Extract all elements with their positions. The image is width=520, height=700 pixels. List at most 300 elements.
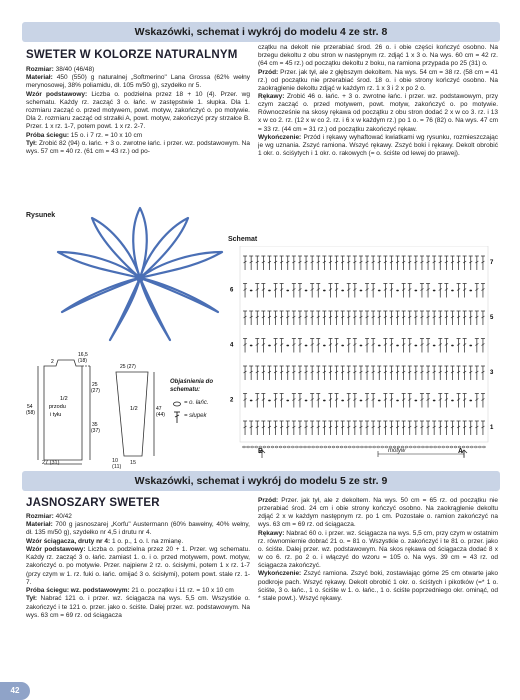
chain-dot	[305, 290, 308, 292]
stitch-symbol	[255, 339, 259, 353]
top-banner: Wskazówki, schemat i wykrój do modelu 4 ze str. 8	[22, 22, 500, 42]
stitch-symbol	[353, 339, 357, 353]
stitch-symbol	[383, 311, 387, 325]
foundation-chain	[247, 446, 250, 448]
stitch-symbol	[420, 366, 424, 380]
foundation-chain	[438, 446, 441, 448]
stitch-symbol	[274, 394, 278, 408]
stitch-symbol	[255, 421, 259, 435]
stitch-symbol	[310, 311, 314, 325]
stitch-symbol	[316, 394, 320, 408]
stitch-symbol	[475, 284, 479, 298]
arrow-b-label: B	[258, 448, 264, 455]
stitch-symbol	[292, 256, 296, 270]
chain-dot	[250, 290, 253, 292]
stitch-symbol	[438, 421, 442, 435]
stitch-symbol	[316, 366, 320, 380]
stitch-symbol	[341, 421, 345, 435]
foundation-chain	[360, 446, 363, 448]
stitch-symbol	[377, 421, 381, 435]
stitch-symbol	[371, 366, 375, 380]
stitch-symbol	[383, 256, 387, 270]
stitch-symbol	[475, 421, 479, 435]
stitch-symbol	[450, 366, 454, 380]
chain-dot	[378, 290, 381, 292]
stitch-symbol	[286, 421, 290, 435]
chain-dot	[414, 345, 417, 347]
chain-dot	[286, 290, 289, 292]
stitch-symbol	[261, 394, 265, 408]
stitch-symbol	[481, 366, 485, 380]
foundation-chain	[466, 446, 469, 448]
stitch-symbol	[335, 421, 339, 435]
stitch-symbol	[426, 394, 430, 408]
crochet-chart	[228, 246, 500, 464]
stitch-symbol	[432, 421, 436, 435]
double-crochet-icon	[172, 410, 182, 424]
stitch-symbol	[463, 366, 467, 380]
foundation-chain	[263, 446, 266, 448]
stitch-symbol	[383, 421, 387, 435]
stitch-symbol	[335, 366, 339, 380]
body-bottom-label: 27 (31)	[42, 460, 60, 466]
row-number: 1	[490, 425, 494, 431]
stitch-symbol	[316, 339, 320, 353]
foundation-chain	[275, 446, 278, 448]
stitch-symbol	[420, 311, 424, 325]
stitch-symbol	[402, 421, 406, 435]
stitch-symbol	[402, 339, 406, 353]
stitch-symbol	[347, 394, 351, 408]
row-number: 5	[490, 315, 494, 321]
stitch-symbol	[353, 311, 357, 325]
stitch-symbol	[274, 311, 278, 325]
chain-dot	[250, 345, 253, 347]
stitch-symbol	[304, 256, 308, 270]
stitch-symbol	[353, 284, 357, 298]
stitch-symbol	[450, 311, 454, 325]
foundation-chain	[446, 446, 449, 448]
stitch-symbol	[316, 421, 320, 435]
stitch-symbol	[371, 311, 375, 325]
foundation-chain	[377, 446, 380, 448]
foundation-chain	[434, 446, 437, 448]
stitch-symbol	[481, 311, 485, 325]
foundation-chain	[348, 446, 351, 448]
foundation-chain	[430, 446, 433, 448]
stitch-symbol	[255, 394, 259, 408]
stitch-symbol	[414, 311, 418, 325]
stitch-symbol	[304, 311, 308, 325]
chain-dot	[323, 345, 326, 347]
stitch-symbol	[389, 256, 393, 270]
stitch-symbol	[255, 256, 259, 270]
stitch-symbol	[280, 284, 284, 298]
foundation-chain	[442, 446, 445, 448]
stitch-symbol	[261, 421, 265, 435]
stitch-symbol	[463, 284, 467, 298]
stitch-symbol	[365, 284, 369, 298]
stitch-symbol	[347, 311, 351, 325]
stitch-symbol	[322, 256, 326, 270]
stitch-symbol	[316, 284, 320, 298]
stitch-symbol	[255, 366, 259, 380]
chain-dot	[469, 400, 472, 402]
stitch-symbol	[408, 339, 412, 353]
svg-text:1/2: 1/2	[60, 396, 68, 402]
body-pattern-piece	[24, 350, 104, 468]
stitch-symbol	[347, 284, 351, 298]
stitch-symbol	[444, 394, 448, 408]
stitch-symbol	[457, 311, 461, 325]
stitch-symbol	[335, 394, 339, 408]
chain-dot	[286, 345, 289, 347]
foundation-chain	[308, 446, 311, 448]
stitch-symbol	[396, 256, 400, 270]
stitch-symbol	[243, 256, 247, 270]
model4-title: SWETER W KOLORZE NATURALNYM	[26, 49, 238, 61]
page-number: 42	[0, 682, 30, 700]
stitch-symbol	[298, 339, 302, 353]
foundation-chain	[450, 446, 453, 448]
stitch-symbol	[243, 284, 247, 298]
stitch-symbol	[298, 284, 302, 298]
stitch-symbol	[280, 339, 284, 353]
chain-stitch-icon	[172, 400, 182, 408]
stitch-symbol	[267, 256, 271, 270]
stitch-symbol	[249, 311, 253, 325]
foundation-chain	[454, 446, 457, 448]
stitch-symbol	[389, 366, 393, 380]
chain-dot	[268, 290, 271, 292]
stitch-symbol	[457, 284, 461, 298]
svg-text:47: 47	[156, 406, 162, 412]
stitch-symbol	[286, 366, 290, 380]
stitch-symbol	[408, 394, 412, 408]
row-number: 4	[230, 342, 234, 349]
stitch-symbol	[438, 366, 442, 380]
stitch-symbol	[261, 256, 265, 270]
rysunek-label: Rysunek	[26, 212, 56, 219]
stitch-symbol	[353, 421, 357, 435]
stitch-symbol	[274, 366, 278, 380]
stitch-symbol	[335, 256, 339, 270]
foundation-chain	[482, 446, 485, 448]
foundation-chain	[373, 446, 376, 448]
stitch-symbol	[420, 421, 424, 435]
chain-dot	[268, 400, 271, 402]
row-number: 3	[490, 370, 494, 376]
stitch-symbol	[469, 256, 473, 270]
stitch-symbol	[341, 366, 345, 380]
stitch-symbol	[389, 394, 393, 408]
stitch-symbol	[243, 311, 247, 325]
stitch-symbol	[469, 421, 473, 435]
stitch-symbol	[396, 311, 400, 325]
stitch-symbol	[328, 256, 332, 270]
chain-dot	[396, 345, 399, 347]
foundation-chain	[316, 446, 319, 448]
stitch-symbol	[267, 366, 271, 380]
chain-dot	[341, 345, 344, 347]
stitch-symbol	[335, 284, 339, 298]
stitch-symbol	[292, 339, 296, 353]
chain-dot	[414, 290, 417, 292]
foundation-chain	[267, 446, 270, 448]
stitch-symbol	[286, 311, 290, 325]
foundation-chain	[409, 446, 412, 448]
stitch-symbol	[389, 421, 393, 435]
stitch-symbol	[475, 311, 479, 325]
stitch-symbol	[426, 421, 430, 435]
stitch-symbol	[420, 256, 424, 270]
stitch-symbol	[396, 366, 400, 380]
foundation-chain	[328, 446, 331, 448]
sleeve-bottom-label: 15	[130, 460, 137, 466]
foundation-chain	[421, 446, 424, 448]
stitch-symbol	[438, 339, 442, 353]
stitch-symbol	[420, 284, 424, 298]
stitch-symbol	[280, 366, 284, 380]
stitch-symbol	[328, 421, 332, 435]
foundation-chain	[324, 446, 327, 448]
stitch-symbol	[267, 421, 271, 435]
svg-text:25 (27): 25 (27)	[120, 364, 136, 370]
stitch-symbol	[371, 394, 375, 408]
sleeve-bottom-side-label: 10	[112, 458, 119, 464]
legend-dc: = słupek	[184, 413, 207, 419]
stitch-symbol	[328, 339, 332, 353]
foundation-chain	[413, 446, 416, 448]
chain-dot	[451, 290, 454, 292]
chain-dot	[378, 400, 381, 402]
foundation-chain	[291, 446, 294, 448]
model4-instructions-right: czątku na dekolt nie przerabiać środ. 26 o. i obie części kończyć osobno. Na brzegu dekoltu z obu stron w następnym rz. zdjąć 1 x 3 o. Na wys. 60 cm = 42 rz. (64 cm = 45 rz.) od początku dekoltu z boku, na ramiona przypada po 25 (31) o. Przód: Przer. jak tył, ale z głębszym dekoltem. Na wys. 54 cm = 38 rz. (58 cm = 41 rz.) od początku nie przerabiać środ. 18 o. i obie strony kończyć osobno. Na zaokrąglenie dekoltu zdjąć w każdym rz. 1 x 3 i 2 x po 2 o. Rękawy: Zrobić 46 o. łańc. + 3 o. zwrotne łańc. i przer. wz. podstawowym, przy czym zacząć o. przed motywem, powt. motyw, zakończyć o. po motywie. Równocześnie na skosy rękawa od początku z obu stron dodać 2 x w co 3. rz. i 13 x w co 2. rz. (12 x w co 2. rz. i 6 x w każdym rz.) po 1 o. = 76 (82) o. Na wys. 47 cm = 33 rz. (44 cm = 31 rz.) od początku zakończyć rękaw. Wykończenie: Przód i rękawy wyhaftować kwiatkami wg rysunku, rozmieszczając je wg uznania. Zszyć ramiona. Wszyć rękawy. Zszyć boki i rękawy. Dekolt obrobić 1 okr. o. ściśytych i 1 okr. o. rakowych (= o. ściśte od lewej do prawej).	[258, 44, 498, 158]
stitch-symbol	[365, 311, 369, 325]
stitch-symbol	[347, 256, 351, 270]
chain-dot	[268, 345, 271, 347]
stitch-symbol	[316, 256, 320, 270]
stitch-symbol	[243, 394, 247, 408]
stitch-symbol	[322, 311, 326, 325]
stitch-symbol	[328, 311, 332, 325]
stitch-symbol	[298, 394, 302, 408]
svg-text:przodu: przodu	[49, 404, 66, 410]
stitch-symbol	[359, 311, 363, 325]
stitch-symbol	[347, 366, 351, 380]
stitch-symbol	[377, 366, 381, 380]
foundation-chain	[332, 446, 335, 448]
svg-text:(44): (44)	[156, 412, 165, 418]
magazine-page: Wskazówki, schemat i wykrój do modelu 4 ze str. 8 SWETER W KOLORZE NATURALNYM Rozmiar: 38/40 (46/48) Materiał: 450 (550) g naturalnej „Softmerino" Lana Grossa (62% wełny merynosowej, 38% poliamidu, dł. 105 m/50 g), szydełko nr 5. Wzór podstawowy: Liczba o. podzielna przez 18 + 10 (4). Przer. wg schematu. Każdy rz. zacząć 3 o. łańc. w zastępstwie 1. słupka. Dla 1. rozmiaru zacząć o. przed motywem, powt. motyw, zakończyć o. po motywie. Dla 2. rozmiaru zacząć od strzałki A, powt. motyw, zakończyć przy strzałce B. Przer. 1 x rz. 1-7, potem powt. 1 x rz. 2-7. Próba ściegu: 15 o. i 7 rz. = 10 x 10 cm Tył: Zrobić 82 (94) o. łańc. + 3 o. zwrotne łańc. i przer. wz. podstawowym. Na wys. 57 cm = 40 rz. (61 cm = 43 rz.) od po- czątku na dekolt nie przerabiać środ. 26 o. i obie części kończyć osobno. Na brzegu dekoltu z obu stron w następnym rz. zdjąć 1 x 3 o. Na wys. 60 cm = 42 rz. (64 cm = 45 rz.) od początku dekoltu z boku, na ramiona przypada po 25 (31) o. Przód: Przer. jak tył, ale z głębszym dekoltem. Na wys. 54 cm = 38 rz. (58 cm = 41 rz.) od początku nie przerabiać środ. 18 o. i obie strony kończyć osobno. Na zaokrąglenie dekoltu zdjąć w każdym rz. 1 x 3 i 2 x po 2 o. Rękawy: Zrobić 46 o. łańc. + 3 o. zwrotne łańc. i przer. wz. podstawowym, przy czym zacząć o. przed motywem, powt. motyw, zakończyć o. po motywie. Równocześnie na skosy rękawa od początku z obu stron dodać 2 x w co 3. rz. i 13 x w co 2. rz. (12 x w co 2. rz. i 6 x w każdym rz.) po 1 o. = 76 (82) o. Na wys. 47 cm = 33 rz. (44 cm = 31 rz.) od początku zakończyć rękaw. Wykończenie: Przód i rękawy wyhaftować kwiatkami wg rysunku, rozmieszczając je wg uznania. Zszyć ramiona. Wszyć rękawy. Zszyć boki i rękawy. Dekolt obrobić 1 okr. o. ściśytych i 1 okr. o. rakowych (= o. ściśte od lewej do prawej). Rysunek 16,5 (18) 2 1/2 przodu i tyłu 54 (58) 25 (27) 35 (37) 27 (31) 25 (27) 1/2 47 (44) 10 (11) 15 Objaśnienia do schematu: = o. łańc. = słupek Schemat 7 6 5 4 3 2 1 motyw B A Wskazówki, schemat i wykrój do modelu 5 ze str. 9 JASNOSZARY SWETER Rozmiar: 40/42 Materiał: 700 g jasnoszarej „Korfu" Austermann (60% bawełny, 40% wełny, dł. 135 m/50 g), szydełko nr 4,5 i drutu nr 4. Wzór ściągacza, druty nr 4: 1 o. p., 1 o. l. na zmianę. Wzór podstawowy: Liczba o. podzielna przez 20 + 1. Przer. wg schematu. Każdy rz. zacząć 3 o. łańc. zamiast 1. o. i o. przed motywem, powt. motyw, zakończyć o. po motywie. Przer. najpierw 2 rz. o. ścisłymi, potem 1 x rz. 1-7 (przy czym w 1. rz. fuki o. łańc. omijać 3 o. ścisłymi), potem powt. stale rz. 1-7. Próba ściegu: wz. podstawowym: 21 o. początku i 11 rz. = 10 x 10 cm Tył: Nabrać 121 o. i przer. wz. ściągacza na wys. 5,5 cm. Wszystkie o. zakończyć i te 121 o. przer. jako o. ściśte. Dalej przer. wz. podstawowym. Na wys. 63 cm = 69 rz. od ściągacza Przód: Przer. jak tył, ale z dekoltem. Na wys. 50 cm = 65 rz. od początku nie przerabiać środ. 24 cm i obie strony kończyć osobno. Na zaokrąglenie dekoltu zdjąć 2 x w każdym następnym rz. po 1 cm. Pozostałe o. ramion zakończyć na wys. 63 cm = 69 rz. od ściągacza. Rękawy: Nabrać 60 o. i przer. wz. ściągacza na wys. 5,5 cm, przy czym w ostatnim rz. równomiernie dobrać 21 o. = 81 o. Wszystkie o. zakończyć i te 81 o. przer. jako o. ściśte. Dalej przer. wz. podstawowym. Na skos rękawa od ściągacza dodać 8 x w co 6. rz. po 2 o. i włączyć do wzoru = 105 o. Na wys. 39 cm = 43 rz. od ściągacza zakończyć. Wykończenie: Zszyć ramiona. Zszyć boki, zostawiając górne 25 cm otwarte jako podkroje pach. Wszyć rękawy. Dekolt obrobić 1 okr. o. ściśtych i pikotków (=* 1 o. ściśte, 3 o. łańc., 1 o. ściśte w 1. o. łańc., 1 o. ściśte poprzedniego okr. ominąć, od * stale powt.). Wszyć rękawy. 42	[0, 0, 520, 700]
row-number: 7	[490, 260, 494, 266]
chain-dot	[305, 400, 308, 402]
stitch-symbol	[310, 366, 314, 380]
stitch-symbol	[481, 284, 485, 298]
foundation-chain	[271, 446, 274, 448]
stitch-symbol	[414, 421, 418, 435]
chain-dot	[341, 400, 344, 402]
stitch-symbol	[371, 284, 375, 298]
model5-instructions-right: Przód: Przer. jak tył, ale z dekoltem. Na wys. 50 cm = 65 rz. od początku nie przerabiać środ. 24 cm i obie strony kończyć osobno. Na zaokrąglenie dekoltu zdjąć 2 x w każdym następnym rz. po 1 cm. Pozostałe o. ramion zakończyć na wys. 63 cm = 69 rz. od ściągacza. Rękawy: Nabrać 60 o. i przer. wz. ściągacza na wys. 5,5 cm, przy czym w ostatnim rz. równomiernie dobrać 21 o. = 81 o. Wszystkie o. zakończyć i te 81 o. przer. jako o. ściśte. Dalej przer. wz. podstawowym. Na skos rękawa od ściągacza dodać 8 x w co 6. rz. po 2 o. i włączyć do wzoru = 105 o. Na wys. 39 cm = 43 rz. od ściągacza zakończyć. Wykończenie: Zszyć ramiona. Zszyć boki, zostawiając górne 25 cm otwarte jako podkroje pach. Wszyć rękawy. Dekolt obrobić 1 okr. o. ściśtych i pikotków (=* 1 o. ściśte, 3 o. łańc., 1 o. ściśte w 1. o. łańc., 1 o. ściśte poprzedniego okr. ominąć, od * stale powt.). Wszyć rękawy.	[258, 497, 498, 602]
chain-dot	[360, 345, 363, 347]
stitch-symbol	[444, 339, 448, 353]
stitch-symbol	[280, 256, 284, 270]
stitch-symbol	[328, 366, 332, 380]
stitch-symbol	[365, 256, 369, 270]
stitch-symbol	[389, 284, 393, 298]
chain-dot	[250, 400, 253, 402]
stitch-symbol	[347, 339, 351, 353]
stitch-symbol	[243, 339, 247, 353]
stitch-symbol	[383, 394, 387, 408]
chain-dot	[414, 400, 417, 402]
middle-banner: Wskazówki, schemat i wykrój do modelu 5 ze str. 9	[22, 471, 500, 491]
svg-text:1/2: 1/2	[130, 406, 138, 412]
stitch-symbol	[408, 256, 412, 270]
svg-text:25: 25	[92, 382, 98, 388]
foundation-chain	[320, 446, 323, 448]
chain-dot	[286, 400, 289, 402]
chain-dot	[433, 345, 436, 347]
stitch-symbol	[316, 311, 320, 325]
stitch-symbol	[335, 311, 339, 325]
stitch-symbol	[426, 284, 430, 298]
chain-dot	[323, 400, 326, 402]
stitch-symbol	[310, 284, 314, 298]
stitch-symbol	[469, 366, 473, 380]
stitch-symbol	[414, 256, 418, 270]
stitch-symbol	[298, 421, 302, 435]
stitch-symbol	[322, 421, 326, 435]
stitch-symbol	[377, 311, 381, 325]
stitch-symbol	[304, 421, 308, 435]
stitch-symbol	[408, 421, 412, 435]
stitch-symbol	[274, 256, 278, 270]
stitch-symbol	[426, 339, 430, 353]
stitch-symbol	[402, 366, 406, 380]
svg-text:2: 2	[51, 359, 54, 365]
stitch-symbol	[481, 421, 485, 435]
foundation-chain	[312, 446, 315, 448]
stitch-symbol	[371, 421, 375, 435]
foundation-chain	[426, 446, 429, 448]
chain-dot	[323, 290, 326, 292]
stitch-symbol	[475, 366, 479, 380]
stitch-symbol	[432, 366, 436, 380]
stitch-symbol	[243, 366, 247, 380]
stitch-symbol	[383, 366, 387, 380]
stitch-symbol	[457, 366, 461, 380]
stitch-symbol	[463, 421, 467, 435]
stitch-symbol	[261, 339, 265, 353]
stitch-symbol	[438, 284, 442, 298]
stitch-symbol	[274, 421, 278, 435]
stitch-symbol	[396, 421, 400, 435]
legend-title: Objaśnienia do schematu:	[170, 379, 214, 393]
stitch-symbol	[280, 311, 284, 325]
stitch-symbol	[444, 366, 448, 380]
stitch-symbol	[444, 311, 448, 325]
foundation-chain	[299, 446, 302, 448]
chain-dot	[396, 290, 399, 292]
stitch-symbol	[298, 366, 302, 380]
stitch-symbol	[408, 284, 412, 298]
stitch-symbol	[481, 256, 485, 270]
stitch-symbol	[463, 339, 467, 353]
stitch-symbol	[249, 256, 253, 270]
stitch-symbol	[365, 366, 369, 380]
stitch-symbol	[353, 366, 357, 380]
stitch-symbol	[420, 394, 424, 408]
stitch-symbol	[402, 311, 406, 325]
stitch-symbol	[371, 256, 375, 270]
model4-instructions-left: Rozmiar: 38/40 (46/48) Materiał: 450 (550) g naturalnej „Softmerino" Lana Grossa (62% wełny merynosowej, 38% poliamidu, dł. 105 m/50 g), szydełko nr 5. Wzór podstawowy: Liczba o. podzielna przez 18 + 10 (4). Przer. wg schematu. Każdy rz. zacząć 3 o. łańc. w zastępstwie 1. słupka. Dla 1. rozmiaru zacząć o. przed motywem, powt. motyw, zakończyć o. po motywie. Dla 2. rozmiaru zacząć od strzałki A, powt. motyw, zakończyć przy strzałce B. Przer. 1 x rz. 1-7, potem powt. 1 x rz. 2-7. Próba ściegu: 15 o. i 7 rz. = 10 x 10 cm Tył: Zrobić 82 (94) o. łańc. + 3 o. zwrotne łańc. i przer. wz. podstawowym. Na wys. 57 cm = 40 rz. (61 cm = 43 rz.) od po-	[26, 66, 250, 156]
stitch-symbol	[249, 421, 253, 435]
stitch-symbol	[420, 339, 424, 353]
foundation-chain	[478, 446, 481, 448]
stitch-symbol	[261, 366, 265, 380]
stitch-symbol	[402, 394, 406, 408]
stitch-symbol	[328, 394, 332, 408]
stitch-symbol	[274, 339, 278, 353]
chain-dot	[469, 345, 472, 347]
stitch-symbol	[292, 311, 296, 325]
foundation-chain	[356, 446, 359, 448]
chain-dot	[433, 400, 436, 402]
stitch-symbol	[328, 284, 332, 298]
stitch-symbol	[402, 284, 406, 298]
foundation-chain	[279, 446, 282, 448]
stitch-symbol	[341, 256, 345, 270]
stitch-symbol	[255, 311, 259, 325]
stitch-symbol	[457, 339, 461, 353]
stitch-symbol	[438, 256, 442, 270]
stitch-symbol	[389, 311, 393, 325]
stitch-symbol	[444, 284, 448, 298]
svg-text:54: 54	[27, 404, 33, 410]
stitch-symbol	[457, 421, 461, 435]
foundation-chain	[369, 446, 372, 448]
foundation-chain	[304, 446, 307, 448]
model5-instructions-left: Rozmiar: 40/42 Materiał: 700 g jasnoszarej „Korfu" Austermann (60% bawełny, 40% wełny, dł. 135 m/50 g), szydełko nr 4,5 i drutu nr 4. Wzór ściągacza, druty nr 4: 1 o. p., 1 o. l. na zmianę. Wzór podstawowy: Liczba o. podzielna przez 20 + 1. Przer. wg schematu. Każdy rz. zacząć 3 o. łańc. zamiast 1. o. i o. przed motywem, powt. motyw, zakończyć o. po motywie. Przer. najpierw 2 rz. o. ścisłymi, potem 1 x rz. 1-7 (przy czym w 1. rz. fuki o. łańc. omijać 3 o. ścisłymi), potem powt. stale rz. 1-7. Próba ściegu: wz. podstawowym: 21 o. początku i 11 rz. = 10 x 10 cm Tył: Nabrać 121 o. i przer. wz. ściągacza na wys. 5,5 cm. Wszystkie o. zakończyć i te 121 o. przer. jako o. ściśte. Dalej przer. wz. podstawowym. Na wys. 63 cm = 69 rz. od ściągacza	[26, 513, 250, 619]
chain-dot	[360, 290, 363, 292]
stitch-symbol	[438, 394, 442, 408]
stitch-symbol	[341, 311, 345, 325]
chain-dot	[341, 290, 344, 292]
legend-chain: = o. łańc.	[184, 400, 209, 406]
stitch-symbol	[243, 421, 247, 435]
stitch-symbol	[310, 394, 314, 408]
stitch-symbol	[475, 394, 479, 408]
stitch-symbol	[383, 339, 387, 353]
stitch-symbol	[347, 421, 351, 435]
stitch-symbol	[359, 421, 363, 435]
foundation-chain	[405, 446, 408, 448]
stitch-symbol	[475, 256, 479, 270]
stitch-symbol	[292, 421, 296, 435]
stitch-symbol	[481, 394, 485, 408]
svg-text:(37): (37)	[91, 428, 100, 434]
stitch-symbol	[261, 311, 265, 325]
stitch-symbol	[274, 284, 278, 298]
stitch-symbol	[280, 421, 284, 435]
stitch-symbol	[426, 366, 430, 380]
foundation-chain	[365, 446, 368, 448]
chain-dot	[451, 400, 454, 402]
stitch-symbol	[359, 366, 363, 380]
stitch-symbol	[322, 366, 326, 380]
